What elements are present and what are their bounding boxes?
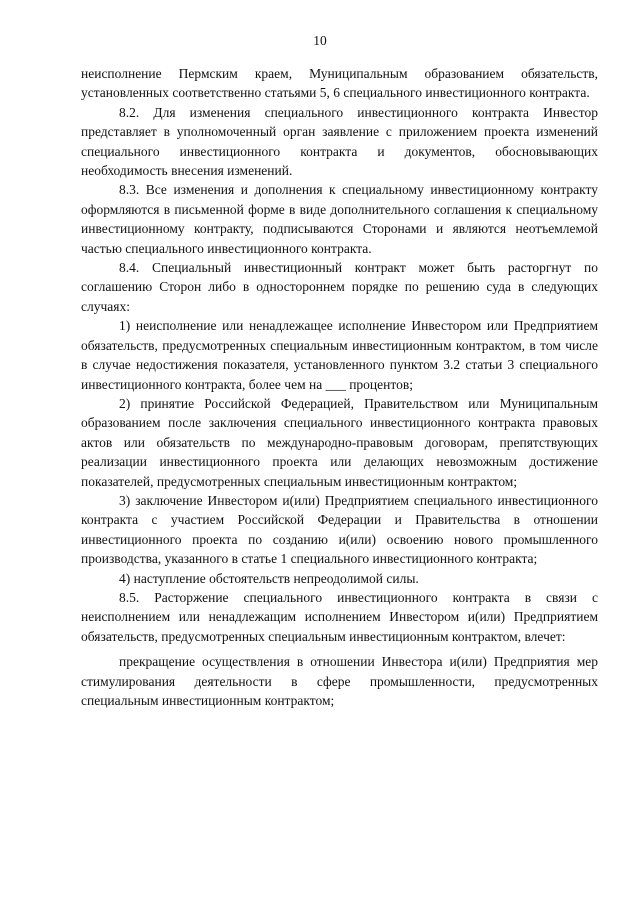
list-item-2: 2) принятие Российской Федерацией, Правительством или Муниципальным образованием после заключения специального инвестиционного контракта правовых актов или обязательств по международно-правовым договорам, препятствующих реализации инвестиционного проекта или делающих невозможным достижение показателей, предусмотренных специальным инвестиционным контрактом;	[81, 395, 598, 489]
list-item-1: 1) неисполнение или ненадлежащее исполнение Инвестором или Предприятием обязательств, предусмотренных специальным инвестиционным контрактом, в том числе в случае недостижения показателя, установленного пунктом 3.2 статьи 3 специального инвестиционного контракта, более чем на ___ процентов;	[81, 318, 598, 392]
paragraph-continuation: неисполнение Пермским краем, Муниципальным образованием обязательств, установленных соответственно статьями 5, 6 специального инвестиционного контракта.	[81, 66, 598, 101]
paragraph-consequence: прекращение осуществления в отношении Инвестора и(или) Предприятия мер стимулирования деятельности в сфере промышленности, предусмотренных специальным инвестиционным контрактом;	[81, 654, 598, 708]
paragraph-8-2: 8.2. Для изменения специального инвестиционного контракта Инвестор представляет в уполномоченный орган заявление с приложением проекта изменений специального инвестиционного контракта и документов, обосновывающих необходимость внесения изменений.	[81, 104, 598, 179]
page-number: 10	[313, 33, 327, 48]
paragraph-8-5: 8.5. Расторжение специального инвестиционного контракта в связи с неисполнением или ненадлежащим исполнением Инвестором и(или) Предприятием обязательств, предусмотренных специальным инвестиционным контрактом, влечет:	[81, 589, 598, 644]
paragraph-8-4: 8.4. Специальный инвестиционный контракт может быть расторгнут по соглашению Сторон либо в одностороннем порядке по решению суда в следующих случаях:	[81, 260, 598, 314]
document-body	[81, 64, 598, 710]
list-item-3: 3) заключение Инвестором и(или) Предприятием специального инвестиционного контракта с участием Российской Федерации и Правительства в отношении инвестиционного проекта по созданию и(или) освоению нового промышленного производства, указанного в статье 1 специального инвестиционного контракта;	[81, 492, 598, 567]
list-item-4: 4) наступление обстоятельств непреодолимой силы.	[119, 570, 419, 586]
paragraph-8-3: 8.3. Все изменения и дополнения к специальному инвестиционному контракту оформляются в письменной форме в виде дополнительного соглашения к специальному инвестиционному контракту, подписываются Сторонами и являются неотъемлемой частью специального инвестиционного контракта.	[81, 182, 598, 256]
